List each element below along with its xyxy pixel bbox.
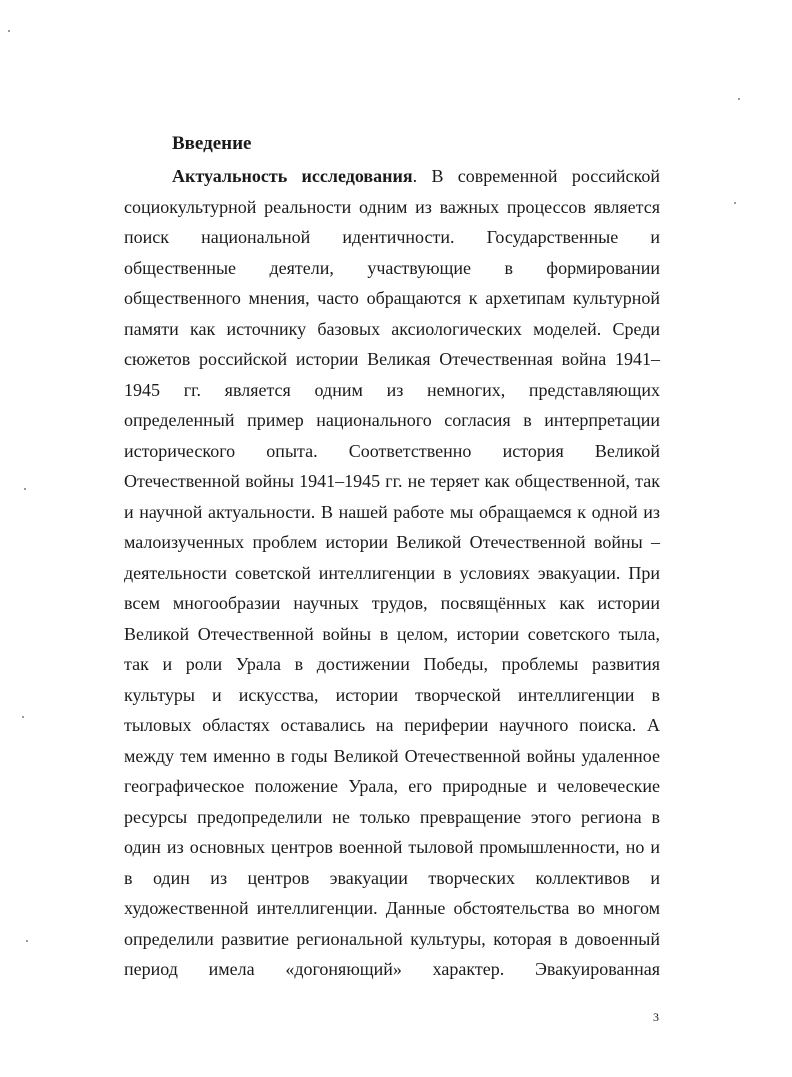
text-line: между тем именно в годы Великой Отечественной войны удаленное bbox=[124, 745, 660, 766]
text-line: общественного мнения, часто обращаются к архетипам культурной bbox=[124, 288, 660, 308]
text-line: культуры и искусства, истории творческой интеллигенции в bbox=[124, 684, 660, 705]
text-line: период имела «догоняющий» характер. Эвакуированная bbox=[124, 959, 660, 979]
scan-speck bbox=[22, 716, 24, 718]
scan-speck bbox=[26, 940, 28, 942]
text-line: определили развитие региональной культуры, которая в довоенный bbox=[124, 928, 660, 949]
text-line: определенный пример национального согласия в интерпретации bbox=[124, 410, 660, 430]
text-line: общественные деятели, участвующие в формировании bbox=[124, 257, 660, 278]
scan-speck bbox=[738, 98, 740, 100]
text-line: малоизученных проблем истории Великой Отечественной войны – bbox=[124, 532, 660, 552]
text-line: ресурсы предопределили не только превращение этого региона в bbox=[124, 806, 660, 827]
section-heading: Введение bbox=[172, 133, 252, 154]
text-line: деятельности советской интеллигенции в условиях эвакуации. При bbox=[124, 562, 660, 583]
text-line: в один из центров эвакуации творческих коллективов и bbox=[124, 867, 660, 888]
text-line: памяти как источнику базовых аксиологических моделей. Среди bbox=[124, 318, 660, 339]
scan-speck bbox=[24, 488, 26, 490]
text-line: сюжетов российской истории Великая Отечественная война 1941– bbox=[124, 349, 660, 369]
text-line: исторического опыта. Соответственно история Великой bbox=[124, 440, 660, 461]
text-line: социокультурной реальности одним из важных процессов является bbox=[124, 196, 660, 217]
text-line: тыловых областях оставались на периферии научного поиска. А bbox=[124, 715, 660, 735]
body-paragraph bbox=[124, 161, 660, 985]
lead-tail: . В современной российской bbox=[412, 166, 660, 186]
text-line: географическое положение Урала, его природные и человеческие bbox=[124, 776, 660, 796]
text-line: и научной актуальности. В нашей работе мы обращаемся к одной из bbox=[124, 501, 660, 522]
text-line: поиск национальной идентичности. Государственные и bbox=[124, 227, 660, 247]
paragraph-first-line bbox=[124, 161, 660, 192]
text-line: 1945 гг. является одним из немногих, представляющих bbox=[124, 379, 660, 400]
text-line: художественной интеллигенции. Данные обстоятельства во многом bbox=[124, 898, 660, 918]
text-line: один из основных центров военной тыловой промышленности, но и bbox=[124, 837, 660, 857]
text-line: всем многообразии научных трудов, посвящённых как истории bbox=[124, 593, 660, 613]
text-line: Отечественной войны 1941–1945 гг. не теряет как общественной, так bbox=[124, 471, 660, 491]
page-number: 3 bbox=[653, 1010, 659, 1024]
lead-phrase: Актуальность исследования bbox=[172, 166, 413, 186]
scan-speck bbox=[734, 202, 736, 204]
text-line: так и роли Урала в достижении Победы, проблемы развития bbox=[124, 654, 660, 674]
scan-speck bbox=[8, 30, 10, 32]
text-line: Великой Отечественной войны в целом, истории советского тыла, bbox=[124, 623, 660, 644]
